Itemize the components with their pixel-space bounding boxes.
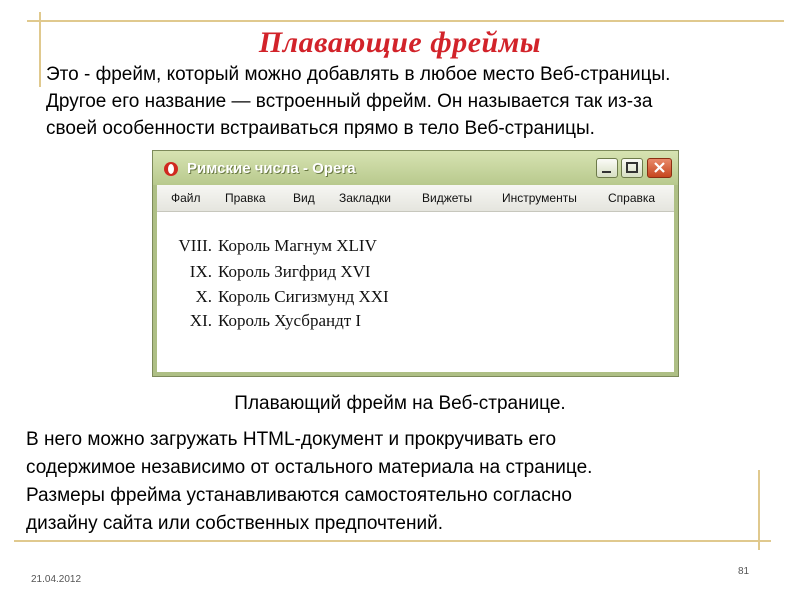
close-icon [648,159,671,177]
menu-widgets[interactable]: Виджеты [422,191,473,205]
body-line: дизайну сайта или собственных предпочтений. [26,513,443,534]
body-line: содержимое независимо от остального материала на странице. [26,457,593,478]
intro-text [46,61,786,142]
slide-title: Плавающие фреймы [258,26,542,59]
list-number: XI. [189,311,212,330]
menu-help[interactable]: Справка [608,191,656,205]
maximize-icon [622,159,642,177]
body-text [26,426,766,538]
minimize-icon [597,159,617,177]
list-text: Король Хусбрандт I [218,311,362,330]
menu-file[interactable]: Файл [171,191,201,205]
list-number: VIII. [178,236,212,255]
page-number: 81 [738,566,750,577]
slide-date: 21.04.2012 [31,574,82,585]
menu-tools[interactable]: Инструменты [502,191,577,205]
list-number: IX. [189,262,212,281]
menu-edit[interactable]: Правка [225,191,266,205]
opera-logo-icon [163,161,179,177]
decorative-bottom-line [14,540,771,542]
minimize-button[interactable] [596,158,618,178]
list-text: Король Сигизмунд XXI [218,287,389,306]
body-line: В него можно загружать HTML-документ и прокручивать его [26,429,557,450]
list-text: Король Магнум XLIV [218,236,377,255]
close-button[interactable] [647,158,672,178]
list-text: Король Зигфрид XVI [218,262,371,281]
maximize-button[interactable] [621,158,643,178]
frame-content [157,212,674,372]
menu-bar [157,185,674,212]
menu-view[interactable]: Вид [293,191,315,205]
intro-line: Другое его название — встроенный фрейм. Он называется так из-за [46,91,653,112]
menu-bookmarks[interactable]: Закладки [339,191,391,205]
window-title: Римские числа - Opera [187,160,356,177]
figure-caption: Плавающий фрейм на Веб-странице. [234,393,566,414]
list-number: X. [195,287,212,306]
browser-window [152,150,679,377]
intro-line: Это - фрейм, который можно добавлять в любое место Веб-страницы. [46,64,671,85]
window-titlebar[interactable] [153,151,678,185]
decorative-top-line [27,20,784,22]
body-line: Размеры фрейма устанавливаются самостоятельно согласно [26,485,572,506]
intro-line: своей особенности встраиваться прямо в тело Веб-страницы. [46,118,595,139]
